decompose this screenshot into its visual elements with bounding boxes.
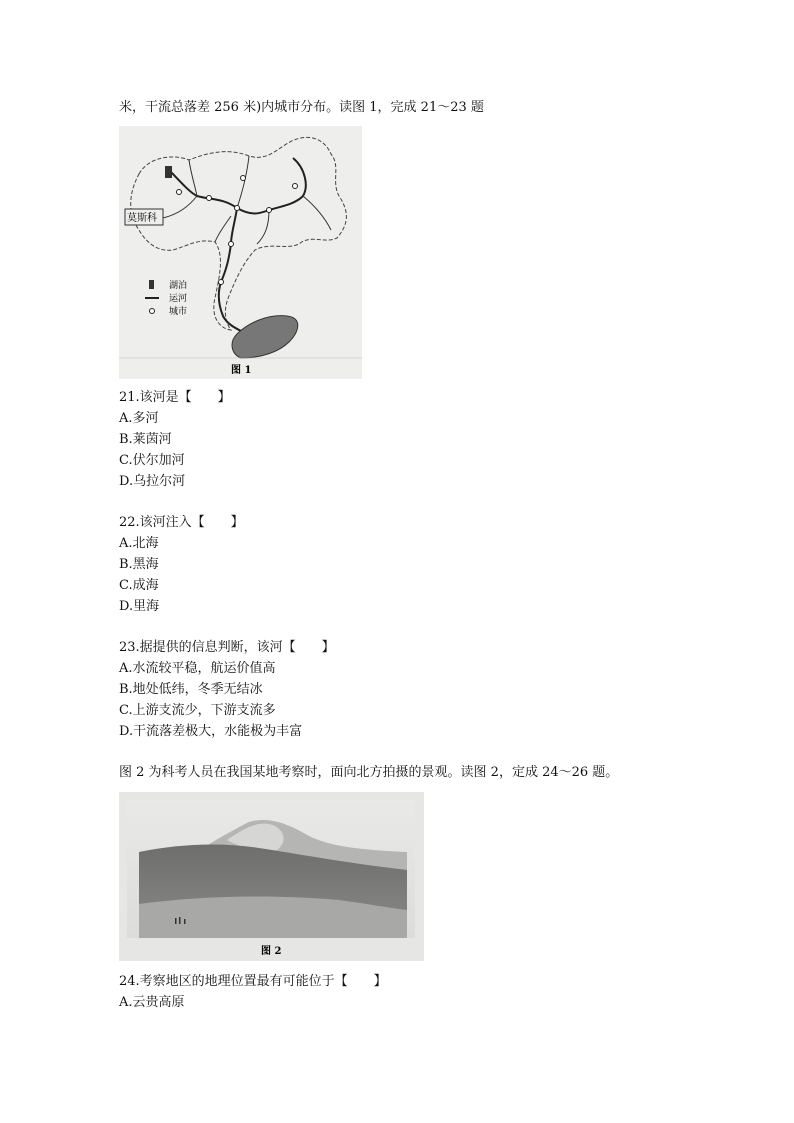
intro-text-1: 米，干流总落差 256 米)内城市分布。读图 1，完成 21～23 题 <box>119 100 484 115</box>
q22-option-c: C.成海 <box>119 578 159 593</box>
figure-2-caption: 图 2 <box>261 946 282 957</box>
city-marker <box>235 206 240 211</box>
q22-option-a: A.北海 <box>119 536 159 551</box>
city-marker <box>229 242 234 247</box>
tributary <box>163 156 331 244</box>
q21-option-b: B.莱茵河 <box>119 432 172 447</box>
q22-option-b: B.黑海 <box>119 557 159 572</box>
city-marker <box>219 280 224 285</box>
q22-stem: 22.该河注入【 】 <box>119 515 244 530</box>
q21-option-c: C.伏尔加河 <box>119 453 185 468</box>
city-marker <box>293 184 298 189</box>
q22-option-d: D.里海 <box>119 599 160 614</box>
q23-option-d: D.干流落差极大，水能极为丰富 <box>119 724 303 739</box>
legend-canal-label: 运河 <box>169 294 188 304</box>
moscow-label: 莫斯科 <box>127 213 157 224</box>
intro-text-2: 图 2 为科考人员在我国某地考察时，面向北方拍摄的景观。读图 2，定成 24～26 题。 <box>119 765 619 780</box>
city-marker <box>207 196 212 201</box>
q23-option-a: A.水流较平稳，航运价值高 <box>119 661 276 676</box>
q23-option-c: C.上游支流少，下游支流多 <box>119 703 276 718</box>
q21-option-d: D.乌拉尔河 <box>119 474 186 489</box>
river-map <box>119 126 362 379</box>
map-legend <box>145 279 187 317</box>
city-icon <box>150 309 155 314</box>
desert-photo <box>119 792 424 961</box>
q23-option-b: B.地处低纬，冬季无结冰 <box>119 682 263 697</box>
city-marker <box>267 208 272 213</box>
city-marker <box>177 190 182 195</box>
lake-mark <box>165 166 172 178</box>
lake-icon <box>149 280 154 289</box>
basin-boundary <box>131 137 347 330</box>
city-marker <box>241 176 246 181</box>
figure-2-desert-photo <box>119 792 424 961</box>
sea-area <box>232 316 298 358</box>
figure-1-caption: 图 1 <box>231 365 252 376</box>
figure-1-river-map <box>119 126 362 379</box>
q21-option-a: A.多河 <box>119 411 159 426</box>
q23-stem: 23.据提供的信息判断，该河【 】 <box>119 640 335 655</box>
q24-stem: 24.考察地区的地理位置最有可能位于【 】 <box>119 974 387 989</box>
q24-option-a: A.云贵高原 <box>119 995 185 1010</box>
legend-lake-label: 湖泊 <box>169 281 188 291</box>
main-river <box>169 158 306 332</box>
legend-city-label: 城市 <box>169 307 188 317</box>
q21-stem: 21.该河是【 】 <box>119 390 231 405</box>
